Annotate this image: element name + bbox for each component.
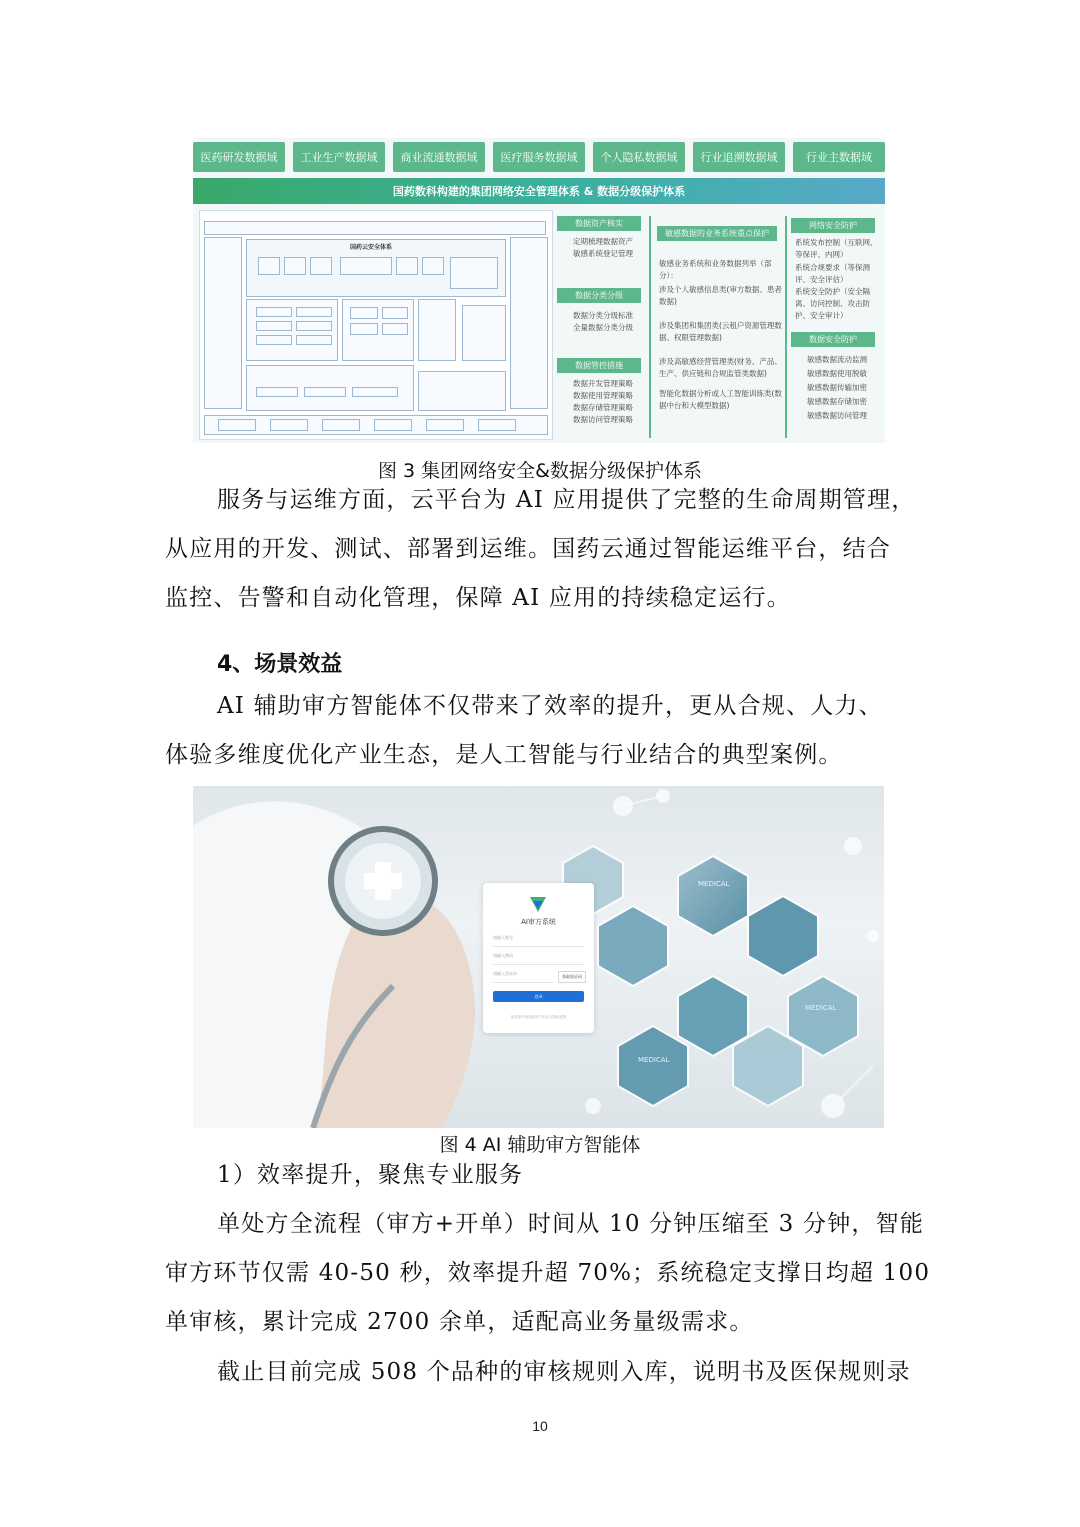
get-code-button[interactable]: 获取验证码 xyxy=(558,971,586,983)
section-heading: 4、场景效益 xyxy=(217,652,343,677)
panel-item: 敏感数据流动监测 xyxy=(807,355,867,364)
domain-tab: 医药研发数据域 xyxy=(193,142,285,172)
figure-4 xyxy=(193,786,884,1128)
divider xyxy=(649,216,651,438)
domain-tab: 商业流通数据域 xyxy=(393,142,485,172)
panel-title-classify: 数据分类分级 xyxy=(557,288,641,303)
security-architecture-diagram xyxy=(199,210,553,440)
panel-title-datasec: 数据安全防护 xyxy=(791,332,875,347)
panel-item: 系统发布控制（互联网、等保评、内网） xyxy=(795,238,878,259)
paragraph-line: 体验多维度优化产业生态，是人工智能与行业结合的典型案例。 xyxy=(165,742,843,768)
login-button[interactable]: 登录 xyxy=(493,991,584,1002)
subheading: 1）效率提升，聚焦专业服务 xyxy=(217,1162,524,1188)
panel-item: 涉及集团和集团类(云租户资源管理数据、权限管理数据) xyxy=(659,321,782,342)
panel-item: 敏感数据存储加密 xyxy=(807,397,867,406)
divider xyxy=(785,216,787,438)
panel-item: 智能化数据分析或人工智能训练类(数据中台和大模型数据) xyxy=(659,389,782,410)
figure-3 xyxy=(193,138,885,443)
panel-title-system: 网络安全防护 xyxy=(791,218,875,233)
paragraph-line: 审方环节仅需 40-50 秒，效率提升超 70%；系统稳定支撑日均超 100 xyxy=(165,1260,931,1286)
login-title: AI审方系统 xyxy=(521,918,556,926)
login-footer: 登录即代表同意用户协议与隐私政策 xyxy=(510,1015,567,1019)
panel-item: 系统合规要求（等保测评、安全评估） xyxy=(795,263,870,284)
domain-tab: 医疗服务数据域 xyxy=(493,142,585,172)
panel-item: 系统安全防护（安全隔离、访问控制、攻击防护、安全审计） xyxy=(795,287,870,320)
paragraph-line: 单审核，累计完成 2700 余单，适配高业务量级需求。 xyxy=(165,1309,754,1335)
panel-item: 涉及高敏感经营管理类(财务、产品、生产、供应链和合规监管类数据) xyxy=(659,357,782,378)
password-input[interactable]: 请输入密码 xyxy=(493,953,584,965)
panel-item: 敏感系统登记管理 xyxy=(573,249,633,258)
panel-title-sensitive: 敏感数据的业务系统重点保护 xyxy=(657,226,777,241)
panel-item: 全量数据分类分级 xyxy=(573,323,633,332)
panel-item: 数据存储管理策略 xyxy=(573,403,633,412)
figure-3-caption: 图 3 集团网络安全&数据分级保护体系 xyxy=(378,460,702,482)
panel-item: 数据使用管理策略 xyxy=(573,391,633,400)
domain-tab: 行业追溯数据域 xyxy=(693,142,785,172)
paragraph-line: AI 辅助审方智能体不仅带来了效率的提升，更从合规、人力、 xyxy=(217,693,883,719)
paragraph-line: 从应用的开发、测试、部署到运维。国药云通过智能运维平台，结合 xyxy=(165,536,891,562)
panel-title-control: 数据管控措施 xyxy=(557,358,641,373)
paragraph-line: 单处方全流程（审方+开单）时间从 10 分钟压缩至 3 分钟，智能 xyxy=(217,1211,925,1237)
shield-logo-icon xyxy=(528,895,548,913)
domain-tab: 工业生产数据域 xyxy=(293,142,385,172)
panel-item: 敏感数据访问管理 xyxy=(807,411,867,420)
paragraph-line: 截止目前完成 508 个品种的审核规则入库，说明书及医保规则录 xyxy=(217,1359,911,1385)
panel-title-asset: 数据资产核实 xyxy=(557,216,641,231)
account-input[interactable]: 请输入账号 xyxy=(493,935,584,947)
panel-item: 数据开发管理策略 xyxy=(573,379,633,388)
hex-label: MEDICAL xyxy=(638,1056,670,1064)
page-number: 10 xyxy=(532,1418,548,1434)
paragraph-line: 服务与运维方面，云平台为 AI 应用提供了完整的生命周期管理， xyxy=(217,487,916,513)
schema-title: 国药云安全体系 xyxy=(350,244,393,251)
panel-item: 定期梳理数据资产 xyxy=(573,237,633,246)
data-domain-row xyxy=(193,142,885,172)
figure-4-caption: 图 4 AI 辅助审方智能体 xyxy=(439,1134,641,1156)
panel-item: 数据分类分级标准 xyxy=(573,311,633,320)
hex-label: MEDICAL xyxy=(805,1004,837,1012)
domain-tab: 行业主数据域 xyxy=(793,142,885,172)
login-card xyxy=(483,883,594,1033)
panel-item: 涉及个人敏感信息类(审方数据、患者数据) xyxy=(659,285,782,306)
paragraph-line: 监控、告警和自动化管理，保障 AI 应用的持续稳定运行。 xyxy=(165,585,791,611)
code-input[interactable]: 请输入验证码 xyxy=(493,971,553,983)
panel-item: 敏感业务系统和业务数据列举（部分）： xyxy=(659,259,772,280)
panel-item: 数据访问管理策略 xyxy=(573,415,633,424)
domain-tab: 个人隐私数据域 xyxy=(593,142,685,172)
panel-item: 敏感数据使用脱敏 xyxy=(807,369,867,378)
panel-item: 敏感数据传输加密 xyxy=(807,383,867,392)
system-banner: 国药数科构建的集团网络安全管理体系 & 数据分级保护体系 xyxy=(193,178,885,204)
hex-label: MEDICAL xyxy=(698,880,730,888)
